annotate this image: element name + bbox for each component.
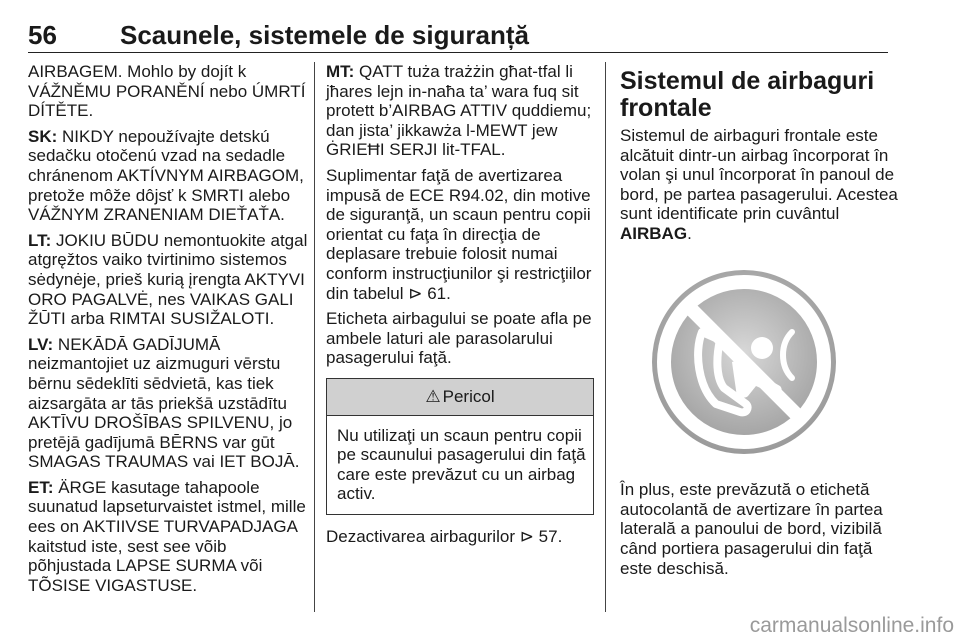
text-line: laterală a panoului de bord, vizibilă [620, 519, 882, 539]
text-line: ambele laturi ale parasolarului [326, 328, 553, 348]
no-child-seat-airbag-icon [644, 262, 844, 462]
language-code: LV: [28, 334, 54, 354]
column-middle [326, 62, 594, 552]
text-line: suunatud lapseturvaistet istmel, mille [28, 497, 306, 517]
text-line: din tabelul ⊳ 61. [326, 283, 451, 303]
text-line: În plus, este prevăzută o etichetă [620, 480, 870, 500]
text-line: ees on AKTIIVSE TURVAPADJAGA [28, 517, 298, 537]
text-line: deplasare trebuie folosit numai [326, 244, 558, 264]
text-line: când portiera pasagerului din faţă [620, 538, 873, 558]
text-fragment: QATT tuża trażżin għat-tfal li [354, 62, 573, 81]
text-line: ŽŪTI arba RIMTAI SUSIŽALOTI. [28, 309, 275, 329]
text-line: ORO PAGALVĖ, nes VAIKAS GALI [28, 289, 294, 309]
text-line: kaitstud iste, sest see võib [28, 536, 227, 556]
language-code: ET: [28, 477, 54, 497]
text-line: bord, pe partea pasagerului. Acestea [620, 184, 898, 204]
text-line: Nu utilizaţi un scaun pentru copii [337, 425, 582, 445]
text-line: sėdynėje, prieš kurią įrengta AKTYVI [28, 269, 305, 289]
text-line: protett b’AIRBAG ATTIV quddiemu; [326, 101, 592, 121]
column-left [28, 62, 310, 601]
airbag-keyword: AIRBAG [620, 223, 688, 243]
text-line [28, 335, 310, 355]
text-line: dan jista’ jikkawża l-MEWT jew [326, 120, 558, 140]
text-line: Eticheta airbagului se poate afla pe [326, 309, 592, 329]
heading-line: Sistemul de airbaguri [620, 67, 875, 95]
danger-title: Pericol [442, 386, 495, 406]
text-line: ĠRIEĦI SERJI lit-TFAL. [326, 140, 506, 160]
text-line: AIRBAGEM. Mohlo by dojít k [28, 62, 247, 81]
cross-reference-deactivation [326, 527, 594, 547]
paragraph-intro [620, 126, 898, 244]
text-line: pretējā gadījumā BĒRNS var gūt [28, 432, 275, 452]
text-line: Suplimentar faţă de avertizarea [326, 165, 563, 185]
column-divider [314, 62, 315, 612]
text-line [28, 127, 310, 147]
paragraph-lt [28, 231, 310, 329]
text-line: activ. [337, 484, 376, 504]
paragraph-label-location [326, 309, 594, 368]
text-line: põhjustada LAPSE SURMA või [28, 556, 263, 576]
paragraph-lv [28, 335, 310, 472]
danger-box [326, 378, 594, 515]
text-line: DÍTĚTE. [28, 101, 94, 121]
text-line: autocolantă de avertizare în partea [620, 499, 883, 519]
text-line: chránenom AKTÍVNYM AIRBAGOM, [28, 165, 304, 185]
text-fragment: . [687, 223, 692, 243]
text-fragment: ÄRGE kasutage tahapoole [53, 477, 260, 497]
paragraph-supplement [326, 166, 594, 303]
text-line: orientat cu faţa în direcţia de [326, 224, 541, 244]
column-right [620, 62, 898, 584]
paragraph-cs [28, 62, 310, 121]
text-line [28, 231, 310, 251]
text-line: este deschisă. [620, 558, 729, 578]
text-line: pretože môže dôjsť k SMRTI alebo [28, 185, 291, 205]
text-line: atgręžtos vaiko tvirtinimo sistemos [28, 250, 287, 270]
column-divider [605, 62, 606, 612]
text-line: neizmantojiet uz aizmuguri vērstu [28, 354, 281, 374]
text-line: volan şi unul încorporat în panoul de [620, 165, 895, 185]
text-line: pe scaunului pasagerului din faţă [337, 445, 586, 465]
heading-line: frontale [620, 94, 712, 122]
text-line: impusă de ECE R94.02, din motive [326, 185, 591, 205]
watermark: carmanualsonline.info [749, 614, 954, 637]
text-line: Sistemul de airbaguri frontale este [620, 126, 878, 145]
text-line [28, 478, 310, 498]
section-heading [620, 68, 890, 122]
text-line: de siguranţă, un scaun pentru copii [326, 205, 591, 225]
text-fragment: NIKDY nepoužívajte detskú [57, 126, 270, 146]
text-line: alcătuit dintr-un airbag încorporat în [620, 145, 889, 165]
text-line: care este prevăzut cu un airbag [337, 464, 576, 484]
text-line: conform instrucţiunilor şi restricţiilor [326, 263, 592, 283]
text-line: bērnu sēdeklīti sēdvietā, kas tiek [28, 373, 274, 393]
paragraph-sticker [620, 480, 890, 578]
text-line: TÕSISE VIGASTUSE. [28, 575, 198, 595]
text-line [620, 224, 890, 244]
text-line: sunt identificate prin cuvântul [620, 204, 840, 224]
text-line: AKTĪVU DROŠĪBAS SPILVENU, jo [28, 413, 293, 433]
text-line: sedačku otočenú vzad na sedadle [28, 146, 286, 166]
text-line: pasagerului faţă. [326, 348, 452, 368]
warning-triangle-icon: ⚠ [425, 386, 441, 406]
text-fragment: NEKĀDĀ GADĪJUMĀ [53, 334, 221, 354]
text-line [326, 62, 594, 82]
section-title: Scaunele, sistemele de siguranță [120, 20, 529, 50]
text-line: SMAGAS TRAUMAS vai IET BOJĀ. [28, 452, 300, 472]
language-code: SK: [28, 126, 58, 146]
page-number: 56 [28, 20, 57, 50]
danger-body [327, 416, 593, 514]
text-fragment: JOKIU BŪDU nemontuokite atgal [51, 230, 308, 250]
language-code: LT: [28, 230, 52, 250]
text-line: jħares lejn in-naħa ta’ wara fuq sit [326, 81, 579, 101]
text-line: aizsargāta ar tās priekšā uzstādītu [28, 393, 287, 413]
language-code: MT: [326, 62, 355, 81]
text-line: VÁŽNYM ZRANENIAM DIEŤAŤA. [28, 205, 285, 225]
danger-header [327, 379, 593, 416]
paragraph-et [28, 478, 310, 596]
text-line: VÁŽNĚMU PORANĚNÍ nebo ÚMRTÍ [28, 81, 306, 101]
paragraph-sk [28, 127, 310, 225]
page-header [28, 18, 888, 53]
paragraph-mt [326, 62, 594, 160]
text-line: Dezactivarea airbagurilor ⊳ 57. [326, 526, 563, 546]
